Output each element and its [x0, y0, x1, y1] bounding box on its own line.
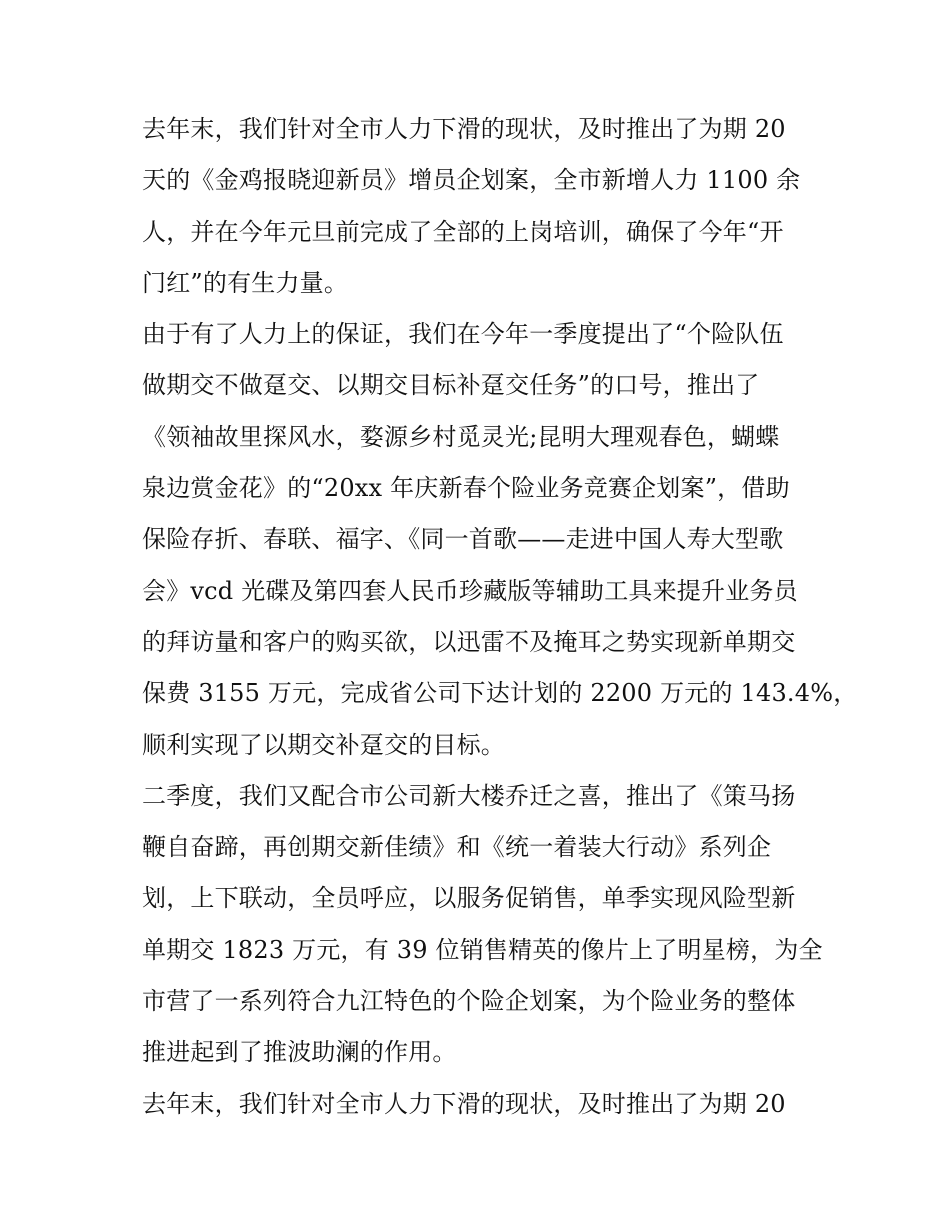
paragraph-1-line-1: 去年末，我们针对全市人力下滑的现状，及时推出了为期 20	[142, 115, 786, 143]
paragraph-1-line-2: 天的《金鸡报晓迎新员》增员企划案，全市新增人力 1100 余	[142, 166, 801, 195]
paragraph-3-line-2: 鞭自奋蹄，再创期交新佳绩》和《统一着装大行动》系列企	[142, 833, 772, 862]
paragraph-2-line-1: 由于有了人力上的保证，我们在今年一季度提出了“个险队伍	[142, 320, 784, 349]
paragraph-4-line-1: 去年末，我们针对全市人力下滑的现状，及时推出了为期 20	[142, 1089, 786, 1118]
paragraph-2-line-7: 的拜访量和客户的购买欲，以迅雷不及掩耳之势实现新单期交	[142, 627, 796, 656]
paragraph-2-line-9: 顺利实现了以期交补趸交的目标。	[142, 730, 505, 759]
paragraph-1-line-4: 门红”的有生力量。	[142, 268, 349, 297]
paragraph-2-line-3: 《领袖故里探风水，婺源乡村觅灵光;昆明大理观春色，蝴蝶	[142, 422, 780, 451]
paragraph-2-line-6: 会》vcd 光碟及第四套人民币珍藏版等辅助工具来提升业务员	[142, 576, 798, 605]
paragraph-3-line-1: 二季度，我们又配合市公司新大楼乔迁之喜，推出了《策马扬	[142, 781, 796, 810]
paragraph-1-line-3: 人，并在今年元旦前完成了全部的上岗培训，确保了今年“开	[142, 217, 784, 246]
paragraph-3-line-5: 市营了一系列符合九江特色的个险企划案，为个险业务的整体	[142, 987, 796, 1016]
paragraph-3-line-4: 单期交 1823 万元，有 39 位销售精英的像片上了明星榜，为全	[142, 935, 823, 964]
paragraph-2-line-8: 保费 3155 万元，完成省公司下达计划的 2200 万元的 143.4%，	[142, 679, 858, 708]
paragraph-2-line-2: 做期交不做趸交、以期交目标补趸交任务”的口号，推出了	[142, 371, 760, 400]
paragraph-3-line-6: 推进起到了推波助澜的作用。	[142, 1038, 457, 1067]
paragraph-2-line-4: 泉边赏金花》的“20xx 年庆新春个险业务竞赛企划案”，借助	[142, 474, 790, 503]
document-body	[142, 104, 858, 1130]
paragraph-2-line-5: 保险存折、春联、福字、《同一首歌——走进中国人寿大型歌	[142, 525, 784, 554]
paragraph-3-line-3: 划，上下联动，全员呼应，以服务促销售，单季实现风险型新	[142, 884, 796, 913]
